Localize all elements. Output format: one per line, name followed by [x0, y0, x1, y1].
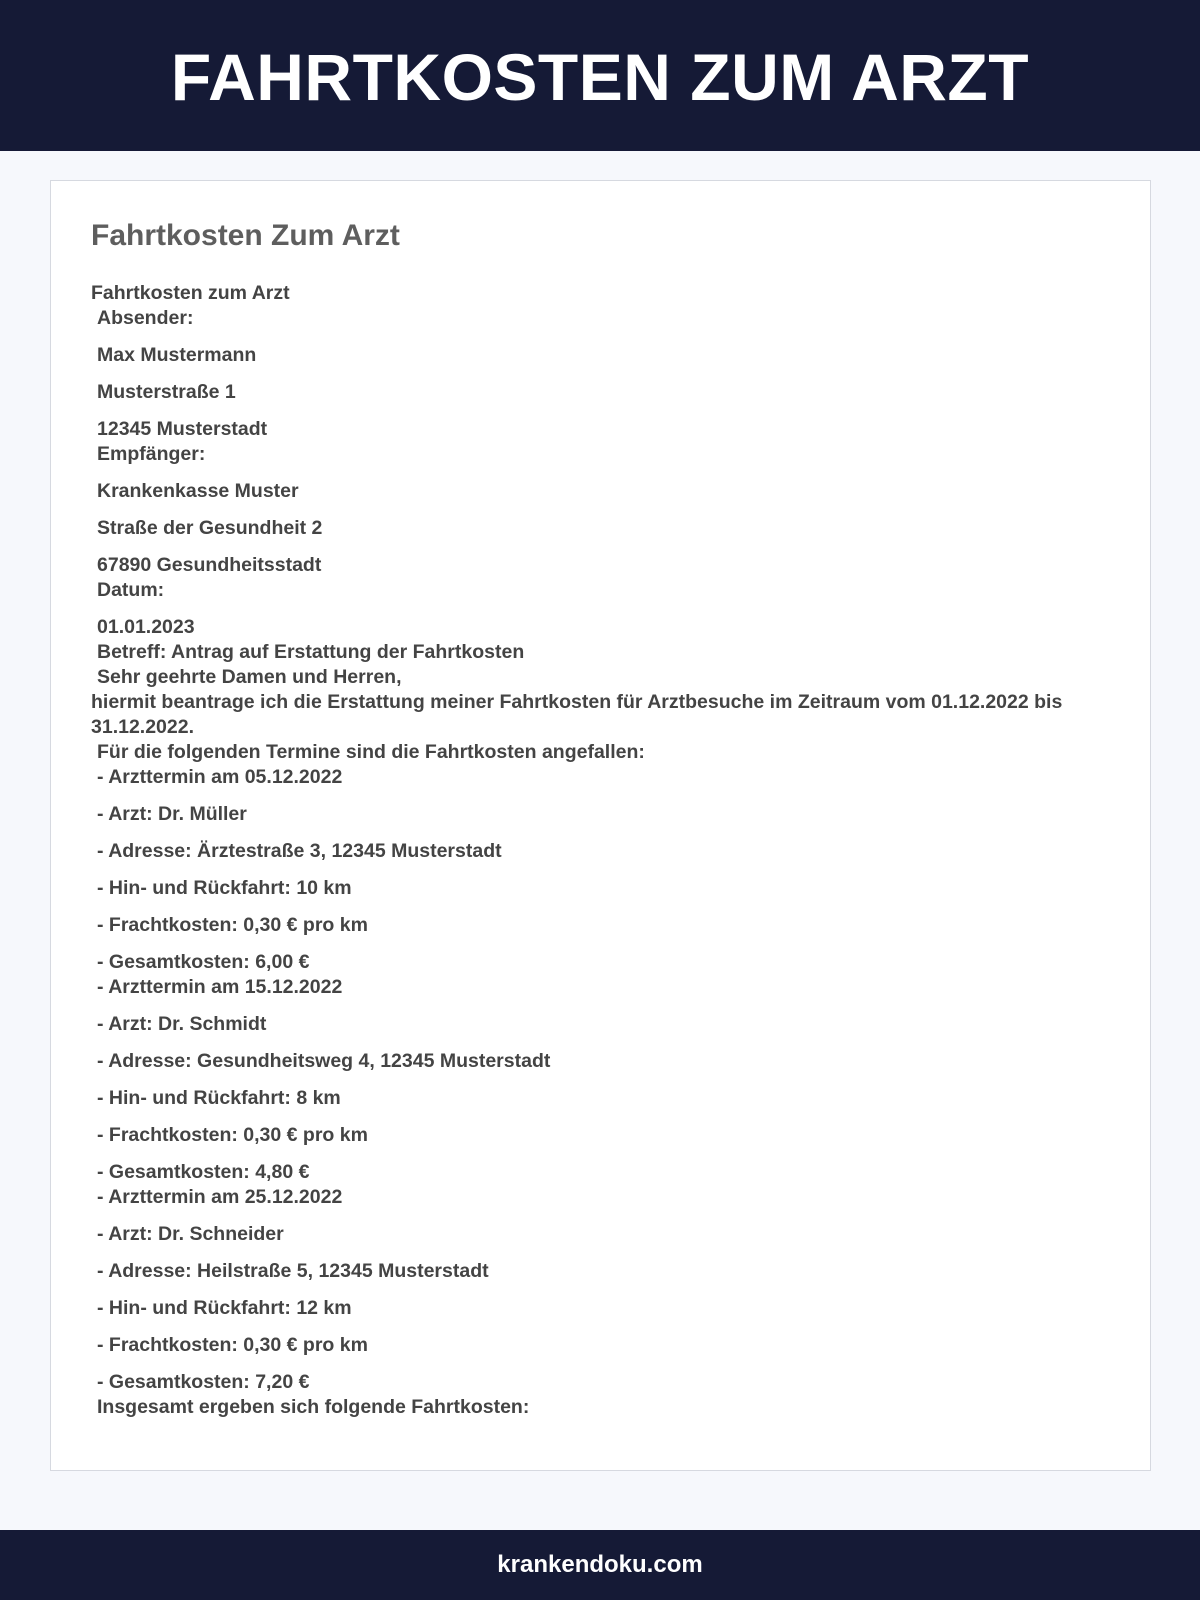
appointment-address: - Adresse: Gesundheitsweg 4, 12345 Musterstadt — [97, 1050, 551, 1072]
letter-card — [50, 180, 1151, 1471]
footer-site[interactable]: krankendoku.com — [497, 1551, 703, 1578]
appointment-total: - Gesamtkosten: 6,00 € — [97, 951, 310, 973]
card-title: Fahrtkosten Zum Arzt — [91, 219, 400, 252]
page-banner — [0, 0, 1200, 151]
appointment-rate: - Frachtkosten: 0,30 € pro km — [97, 1334, 368, 1356]
appointments-intro: Für die folgenden Termine sind die Fahrtkosten angefallen: — [97, 741, 645, 763]
sender-label: Absender: — [97, 307, 194, 329]
recipient-city: 67890 Gesundheitsstadt — [97, 554, 322, 576]
appointment-date: - Arzttermin am 15.12.2022 — [97, 976, 343, 998]
recipient-name: Krankenkasse Muster — [97, 480, 299, 502]
appointment-doctor: - Arzt: Dr. Schneider — [97, 1223, 284, 1245]
letter-body — [91, 281, 1111, 1420]
banner-title: FAHRTKOSTEN ZUM ARZT — [170, 39, 1030, 114]
appointment-distance: - Hin- und Rückfahrt: 12 km — [97, 1297, 352, 1319]
appointment-rate: - Frachtkosten: 0,30 € pro km — [97, 914, 368, 936]
date-value: 01.01.2023 — [97, 616, 195, 638]
sender-city: 12345 Musterstadt — [97, 418, 268, 440]
page-footer — [0, 1530, 1200, 1600]
appointment-distance: - Hin- und Rückfahrt: 10 km — [97, 877, 352, 899]
appointment-date: - Arzttermin am 25.12.2022 — [97, 1186, 343, 1208]
appointment-block-1 — [91, 765, 1111, 975]
recipient-label: Empfänger: — [97, 443, 206, 465]
appointment-address: - Adresse: Ärztestraße 3, 12345 Musterstadt — [97, 840, 502, 862]
subject-heading: Fahrtkosten zum Arzt — [91, 282, 290, 304]
appointment-doctor: - Arzt: Dr. Müller — [97, 803, 247, 825]
appointment-block-2 — [91, 975, 1111, 1185]
summary-line: Insgesamt ergeben sich folgende Fahrtkosten: — [97, 1396, 530, 1418]
appointment-rate: - Frachtkosten: 0,30 € pro km — [97, 1124, 368, 1146]
subject-line: Betreff: Antrag auf Erstattung der Fahrtkosten — [97, 641, 525, 663]
appointment-total: - Gesamtkosten: 7,20 € — [97, 1371, 310, 1393]
recipient-street: Straße der Gesundheit 2 — [97, 517, 323, 539]
appointment-block-3 — [91, 1185, 1111, 1395]
sender-name: Max Mustermann — [97, 344, 257, 366]
sender-street: Musterstraße 1 — [97, 381, 236, 403]
body-paragraph: hiermit beantrage ich die Erstattung meiner Fahrtkosten für Arztbesuche im Zeitraum vom 01.12.2022 bis 31.12.2022. — [91, 691, 1063, 738]
appointment-total: - Gesamtkosten: 4,80 € — [97, 1161, 310, 1183]
appointment-date: - Arzttermin am 05.12.2022 — [97, 766, 343, 788]
appointment-doctor: - Arzt: Dr. Schmidt — [97, 1013, 267, 1035]
salutation: Sehr geehrte Damen und Herren, — [97, 666, 402, 688]
appointment-distance: - Hin- und Rückfahrt: 8 km — [97, 1087, 341, 1109]
date-label: Datum: — [97, 579, 165, 601]
appointment-address: - Adresse: Heilstraße 5, 12345 Musterstadt — [97, 1260, 489, 1282]
